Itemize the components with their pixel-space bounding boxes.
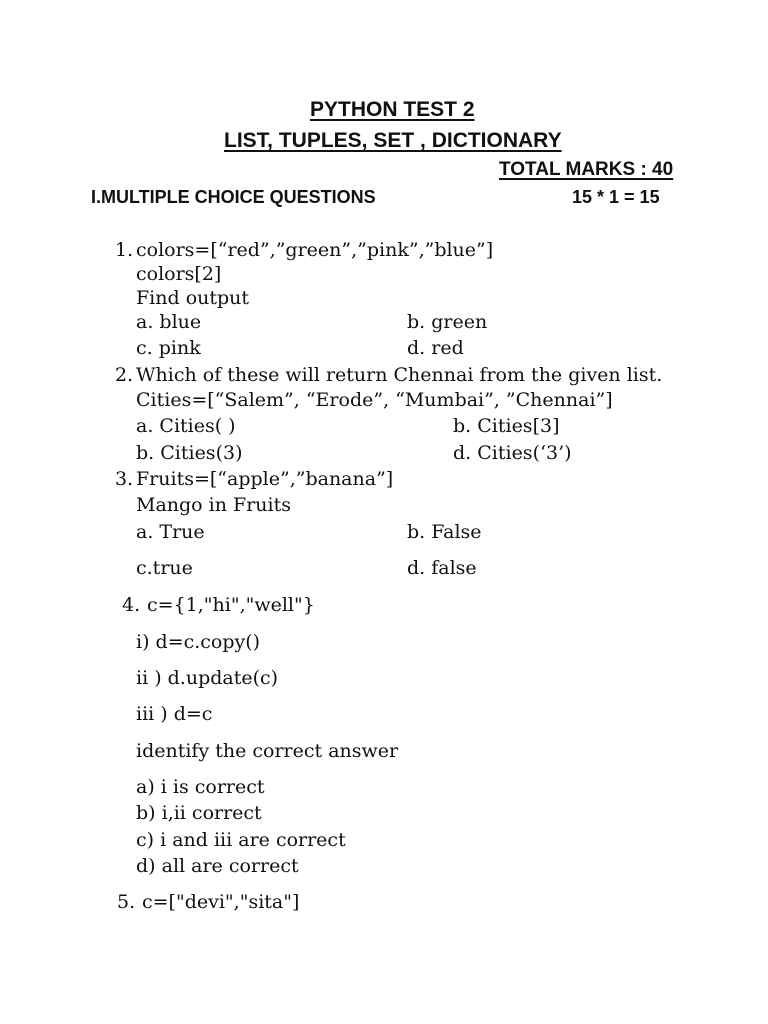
- section-marks: 15 * 1 = 15: [572, 187, 660, 207]
- question-number: 2.: [115, 364, 134, 386]
- option-b: b. green: [407, 311, 488, 333]
- option-b: b) i,ii correct: [136, 802, 262, 824]
- option-c: b. Cities(3): [136, 442, 243, 464]
- option-c: c.true: [136, 557, 193, 579]
- page-title: PYTHON TEST 2: [310, 98, 475, 121]
- option-a: a. True: [136, 521, 205, 543]
- question-text: Which of these will return Chennai from the given list.: [136, 364, 663, 386]
- question-number: 5.: [117, 891, 136, 913]
- option-d: d. Cities(‘3’): [453, 442, 572, 464]
- statement-2: ii ) d.update(c): [136, 667, 279, 689]
- statement-3: iii ) d=c: [136, 703, 213, 725]
- question-text: c=["devi","sita"]: [142, 891, 300, 913]
- question-text: c={1,"hi","well"}: [147, 594, 315, 616]
- question-number: 3.: [115, 468, 134, 490]
- question-text: Find output: [136, 287, 250, 309]
- option-a: a. blue: [136, 311, 202, 333]
- option-d: d) all are correct: [136, 855, 299, 877]
- option-b: b. Cities[3]: [453, 415, 560, 437]
- section-title: I.MULTIPLE CHOICE QUESTIONS: [91, 187, 376, 207]
- question-prompt: identify the correct answer: [136, 740, 399, 762]
- option-c: c. pink: [136, 337, 201, 359]
- option-b: b. False: [407, 521, 482, 543]
- option-c: c) i and iii are correct: [136, 829, 346, 851]
- option-a: a. Cities( ): [136, 415, 236, 437]
- question-number: 4.: [122, 594, 141, 616]
- option-d: d. red: [407, 337, 464, 359]
- question-text: colors=[“red”,”green”,”pink”,”blue”]: [136, 239, 494, 261]
- statement-1: i) d=c.copy(): [136, 631, 261, 653]
- option-d: d. false: [407, 557, 477, 579]
- option-a: a) i is correct: [136, 776, 265, 798]
- total-marks: TOTAL MARKS : 40: [499, 159, 674, 180]
- page-subtitle: LIST, TUPLES, SET , DICTIONARY: [224, 129, 562, 152]
- question-number: 1.: [115, 239, 134, 261]
- question-text: colors[2]: [136, 263, 222, 285]
- question-text: Mango in Fruits: [136, 494, 291, 516]
- question-text: Cities=[“Salem”, “Erode”, “Mumbai”, ”Chennai”]: [136, 389, 613, 411]
- question-text: Fruits=[“apple”,”banana”]: [136, 468, 394, 490]
